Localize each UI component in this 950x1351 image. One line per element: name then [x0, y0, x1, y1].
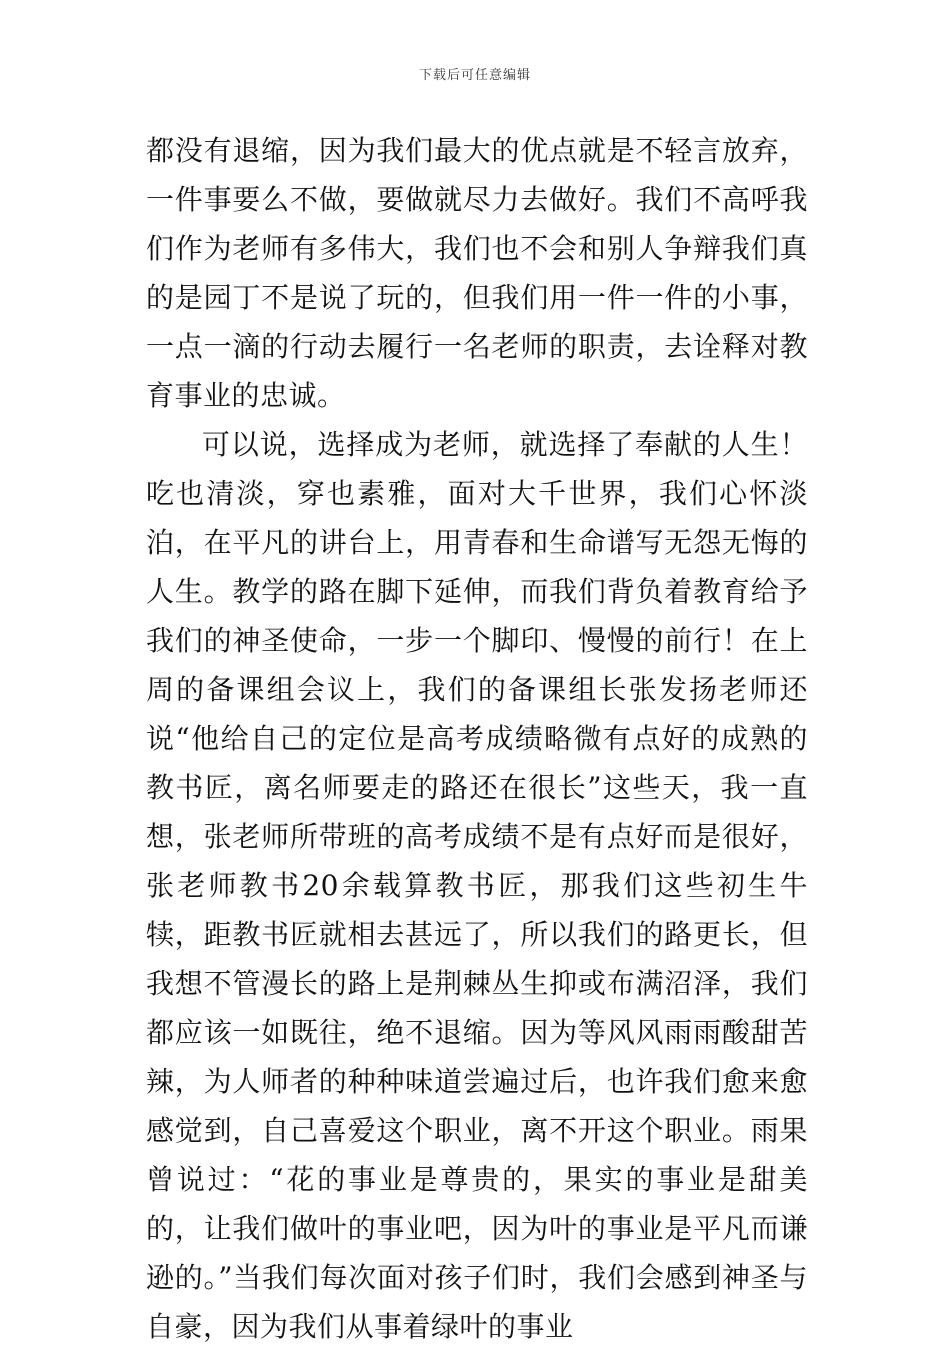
document-body [146, 126, 808, 1351]
paragraph-2: 可以说，选择成为老师，就选择了奉献的人生！吃也清淡，穿也素雅，面对大千世界，我们心怀淡泊，在平凡的讲台上，用青春和生命谱写无怨无悔的人生。教学的路在脚下延伸，而我们背负着教育给予我们的神圣使命，一步一个脚印、慢慢的前行！在上周的备课组会议上，我们的备课组长张发扬老师还说“他给自己的定位是高考成绩略微有点好的成熟的教书匠，离名师要走的路还在很长”这些天，我一直想，张老师所带班的高考成绩不是有点好而是很好，张老师教书20余载算教书匠，那我们这些初生牛犊，距教书匠就相去甚远了，所以我们的路更长，但我想不管漫长的路上是荆棘丛生抑或布满沼泽，我们都应该一如既往，绝不退缩。因为等风风雨雨酸甜苦辣，为人师者的种种味道尝遍过后，也许我们愈来愈感觉到，自己喜爱这个职业，离不开这个职业。雨果曾说过：“花的事业是尊贵的，果实的事业是甜美的，让我们做叶的事业吧，因为叶的事业是平凡而谦逊的。”当我们每次面对孩子们时，我们会感到神圣与自豪，因为我们从事着绿叶的事业 [146, 428, 808, 1343]
paragraph-1: 都没有退缩，因为我们最大的优点就是不轻言放弃，一件事要么不做，要做就尽力去做好。我们不高呼我们作为老师有多伟大，我们也不会和别人争辩我们真的是园丁不是说了玩的，但我们用一件一件的小事，一点一滴的行动去履行一名老师的职责，去诠释对教育事业的忠诚。 [146, 134, 808, 412]
page-header-note: 下载后可任意编辑 [418, 68, 531, 83]
